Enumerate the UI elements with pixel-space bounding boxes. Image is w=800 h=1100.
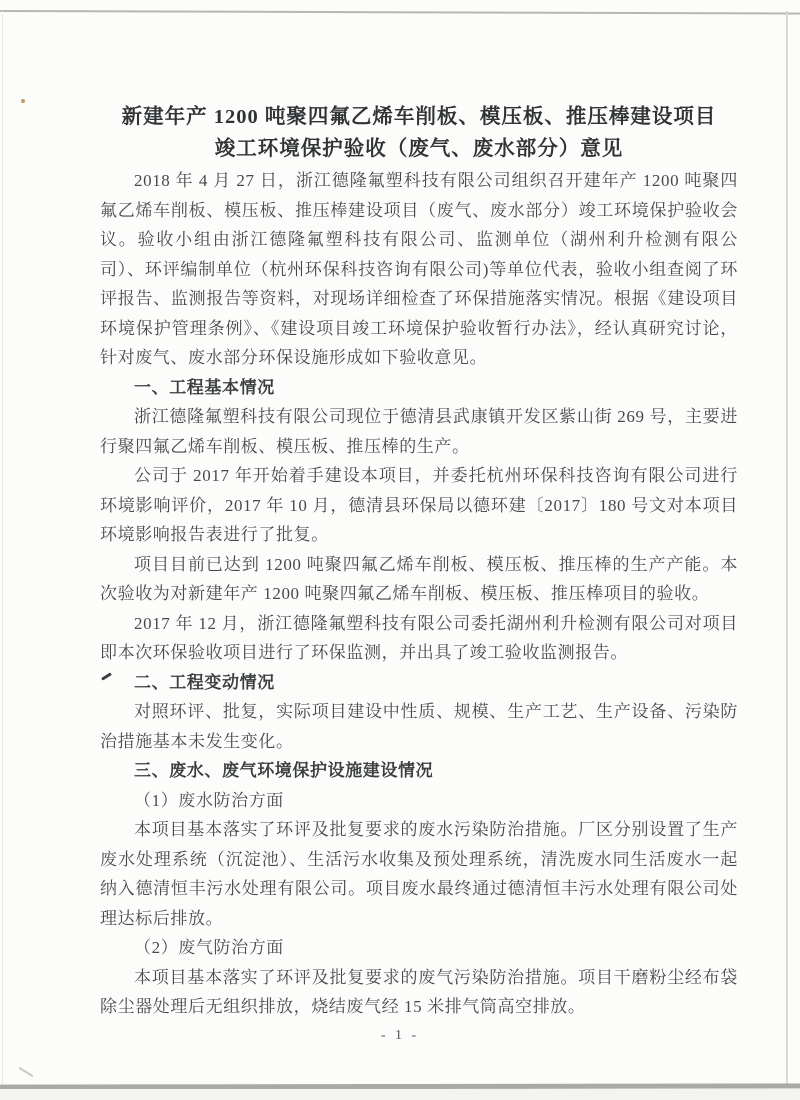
section-heading: 三、废水、废气环境保护设施建设情况 bbox=[134, 761, 434, 780]
sub-heading: （2）废气防治方面 bbox=[134, 938, 284, 957]
scan-edge-left bbox=[2, 11, 3, 1085]
section-heading: 一、工程基本情况 bbox=[134, 377, 275, 397]
paragraph: 项目目前已达到 1200 吨聚四氟乙烯车削板、模压板、推压棒的生产产能。本次验收为对新建年产 1200 吨聚四氟乙烯车削板、模压板、推压棒项目的验收。 bbox=[100, 554, 738, 603]
document-body bbox=[100, 166, 738, 1022]
paragraph: 2018 年 4 月 27 日，浙江德隆氟塑科技有限公司组织召开建年产 1200 吨聚四氟乙烯车削板、模压板、推压棒建设项目（废气、废水部分）竣工环境保护验收会议。验收小组由浙江德隆氟塑科技有限公司、监测单位（湖州利升检测有限公司）、环评编制单位（杭州环保科技咨询有限公司)等单位代表，验收小组查阅了环评报告、监测报告等资料，对现场详细检查了环保措施落实情况。根据《建设项目环境保护管理条例》、《建设项目竣工环境保护验收暂行办法》，经认真研究讨论，针对废气、废水部分环保设施形成如下验收意见。 bbox=[100, 171, 738, 367]
paragraph: 本项目基本落实了环评及批复要求的废气污染防治措施。项目干磨粉尘经布袋除尘器处理后无组织排放，烧结废气经 15 米排气筒高空排放。 bbox=[100, 967, 738, 1016]
document-title-line2: 竣工环境保护验收（废气、废水部分）意见 bbox=[214, 138, 624, 160]
paragraph: 2017 年 12 月，浙江德隆氟塑科技有限公司委托湖州利升检测有限公司对项目即本次环保验收项目进行了环保监测，并出具了竣工验收监测报告。 bbox=[100, 613, 738, 662]
paper-speck bbox=[21, 99, 25, 103]
scan-margin-bottom bbox=[0, 1089, 800, 1100]
scan-scratch bbox=[19, 1067, 34, 1077]
paragraph: 对照环评、批复，实际项目建设中性质、规模、生产工艺、生产设备、污染防治措施基本未发生变化。 bbox=[100, 702, 738, 751]
document-title-line1: 新建年产 1200 吨聚四氟乙烯车削板、模压板、推压棒建设项目 bbox=[121, 106, 717, 128]
document-content bbox=[100, 0, 738, 1022]
section-heading: 二、工程变动情况 bbox=[134, 672, 275, 692]
scan-edge-right bbox=[786, 11, 788, 1085]
sub-heading: （1）废水防治方面 bbox=[134, 790, 284, 810]
document-title bbox=[100, 0, 738, 165]
paragraph: 公司于 2017 年开始着手建设本项目，并委托杭州环保科技咨询有限公司进行环境影响评价，2017 年 10 月，德清县环保局以德环建〔2017〕180 号文对本项目环境影响报告表进行了批复。 bbox=[100, 466, 738, 544]
page-number: - 1 - bbox=[380, 1028, 420, 1043]
paragraph: 本项目基本落实了环评及批复要求的废水污染防治措施。厂区分别设置了生产废水处理系统（沉淀池）、生活污水收集及预处理系统，清洗废水同生活废水一起纳入德清恒丰污水处理有限公司。项目废水最终通过德清恒丰污水处理有限公司处理达标后排放。 bbox=[100, 820, 738, 928]
paragraph: 浙江德隆氟塑科技有限公司现位于德清县武康镇开发区紫山街 269 号，主要进行聚四氟乙烯车削板、模压板、推压棒的生产。 bbox=[100, 407, 738, 456]
